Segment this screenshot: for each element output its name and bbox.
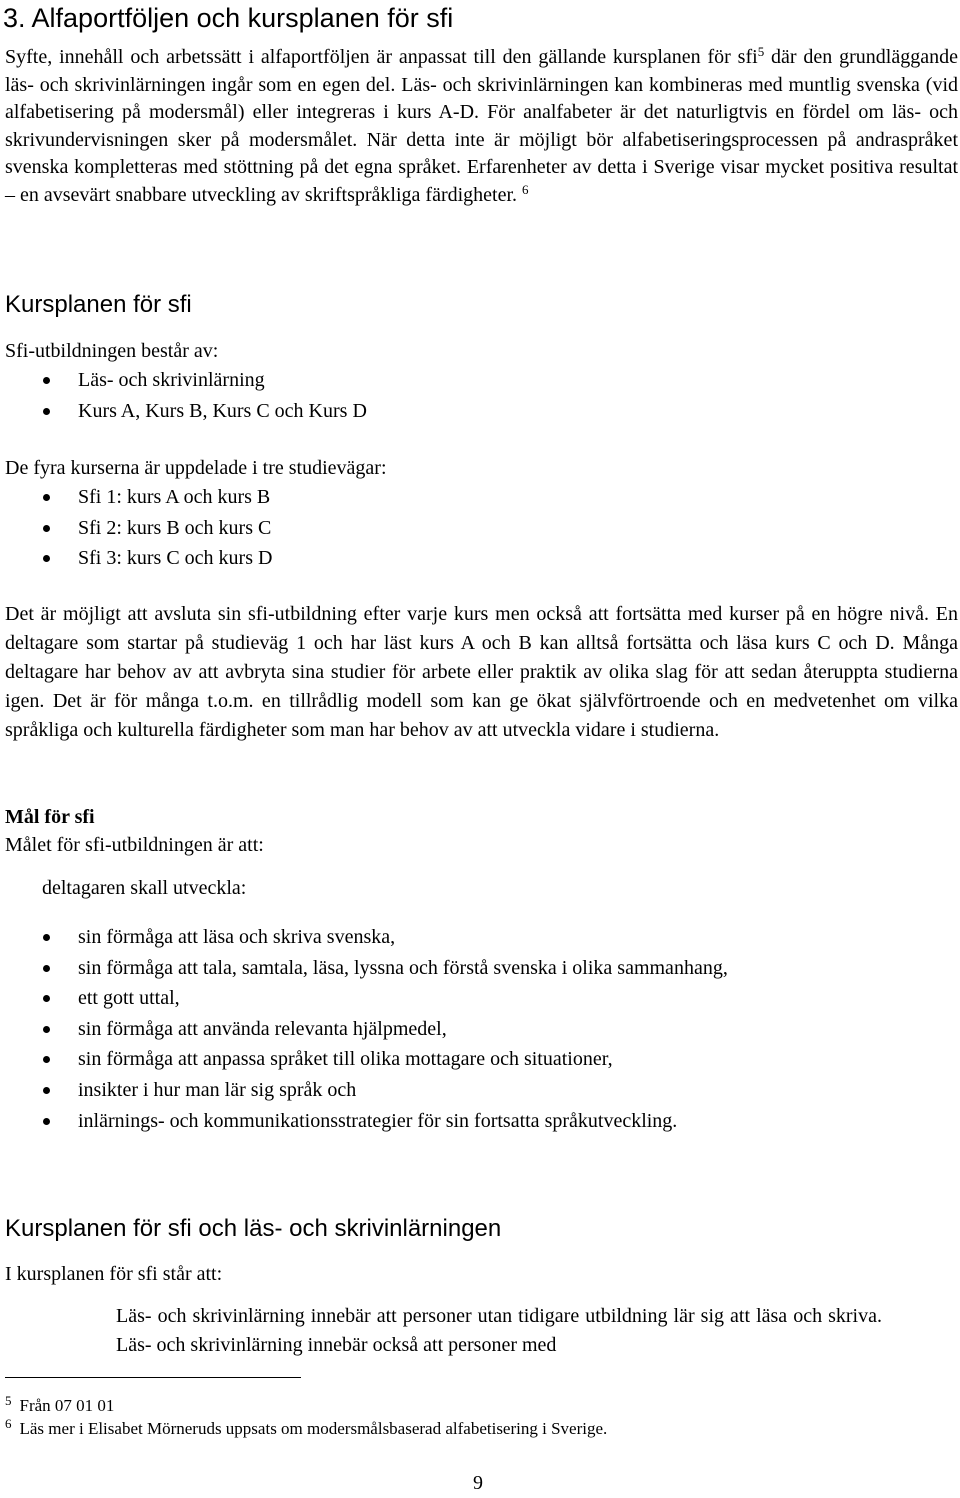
list-item: sin förmåga att tala, samtala, läsa, lyssna och förstå svenska i olika sammanhang, xyxy=(5,953,728,984)
footnote-text: Läs mer i Elisabet Mörneruds uppsats om modersmålsbaserad alfabetisering i Sverige. xyxy=(19,1419,608,1438)
bullet-icon xyxy=(43,555,50,562)
bullet-icon xyxy=(43,408,50,415)
studievagar-lead: De fyra kurserna är uppdelade i tre studievägar: xyxy=(5,457,387,479)
kursplanen-paragraph: Det är möjligt att avsluta sin sfi-utbildning efter varje kurs men också att fortsätta med kurser på en högre nivå. En deltagare som startar på studieväg 1 och har läst kurs A och B kan alltså fortsätta och läsa kurs C och D. Många deltagare har behov av att avbryta sina studier för arbete eller praktik av olika slag för att sedan återuppta studierna igen. Det är för många t.o.m. en tillrådlig modell som kan ge ökat självförtroende och en medvetenhet om vilka språkliga och kulturella färdigheter som man har behov av att utveckla vidare i studierna. xyxy=(5,603,958,741)
list-item: ett gott uttal, xyxy=(5,983,728,1014)
bullet-icon xyxy=(43,1087,50,1094)
list-item: sin förmåga att anpassa språket till olika mottagare och situationer, xyxy=(5,1044,728,1075)
bullet-icon xyxy=(43,494,50,501)
list-item: sin förmåga att läsa och skriva svenska, xyxy=(5,922,728,953)
mal-list xyxy=(5,922,728,1136)
bullet-icon xyxy=(43,525,50,532)
intro-text-rest: där den grundläggande läs- och skrivinlärningen ingår som en egen del. Läs- och skrivinlärningen kan kombineras med muntlig svenska (vid alfabetisering på modersmål) eller integreras i kurs A-D. För analfabeter är det naturligtvis en fördel om läs- och skrivundervisningen sker på modersmålet. När detta inte är möjligt bör alfabetiseringsprocessen på andraspråket svenska kompletteras med stöttning på det egna språket. Erfarenheter av detta i Sverige visar mycket positiva resultat – en avsevärt snabbare utveckling av skriftspråkliga färdigheter. xyxy=(5,46,958,206)
section-heading-las: Kursplanen för sfi och läs- och skrivinlärningen xyxy=(5,1215,502,1242)
list-item: Sfi 3: kurs C och kurs D xyxy=(5,543,272,574)
list-item: sin förmåga att använda relevanta hjälpmedel, xyxy=(5,1014,728,1045)
footnote-number: 6 xyxy=(5,1416,12,1431)
bullet-icon xyxy=(43,1026,50,1033)
list-item: Kurs A, Kurs B, Kurs C och Kurs D xyxy=(5,396,367,427)
bullet-icon xyxy=(43,934,50,941)
section-heading-mal: Mål för sfi xyxy=(5,806,95,828)
list-item: insikter i hur man lär sig språk och xyxy=(5,1075,728,1106)
footnote-ref-6: 6 xyxy=(522,181,529,197)
studievagar-list xyxy=(5,482,272,574)
footnote-divider xyxy=(5,1377,301,1378)
bullet-icon xyxy=(43,377,50,384)
footnote-ref-5: 5 xyxy=(757,44,765,59)
list-item: inlärnings- och kommunikationsstrategier för sin fortsatta språkutveckling. xyxy=(5,1106,728,1137)
list-item: Sfi 2: kurs B och kurs C xyxy=(5,513,272,544)
page-number: 9 xyxy=(473,1472,483,1494)
mal-lead: Målet för sfi-utbildningen är att: xyxy=(5,834,264,856)
bullet-icon xyxy=(43,995,50,1002)
chapter-heading: 3. Alfaportföljen och kursplanen för sfi xyxy=(3,3,454,33)
bullet-icon xyxy=(43,1056,50,1063)
bullet-icon xyxy=(43,965,50,972)
section-heading-kursplanen: Kursplanen för sfi xyxy=(5,291,192,318)
intro-paragraph xyxy=(5,44,958,210)
intro-text-start: Syfte, innehåll och arbetssätt i alfaportföljen är anpassat till den gällande kursplanen för sfi xyxy=(5,46,758,68)
footnote-text: Från 07 01 01 xyxy=(19,1396,115,1415)
kursplan-quote: Läs- och skrivinlärning innebär att personer utan tidigare utbildning lär sig att läsa och skriva. Läs- och skrivinlärning innebär också att personer med xyxy=(116,1305,882,1356)
footnote-number: 5 xyxy=(5,1393,12,1408)
mal-sublead: deltagaren skall utveckla: xyxy=(42,877,247,899)
list-item: Läs- och skrivinlärning xyxy=(5,365,367,396)
list-item: Sfi 1: kurs A och kurs B xyxy=(5,482,272,513)
footnote-6 xyxy=(5,1413,607,1440)
las-lead: I kursplanen för sfi står att: xyxy=(5,1263,223,1285)
kursplanen-lead: Sfi-utbildningen består av: xyxy=(5,340,219,362)
bullet-icon xyxy=(43,1118,50,1125)
kursplanen-list xyxy=(5,365,367,426)
